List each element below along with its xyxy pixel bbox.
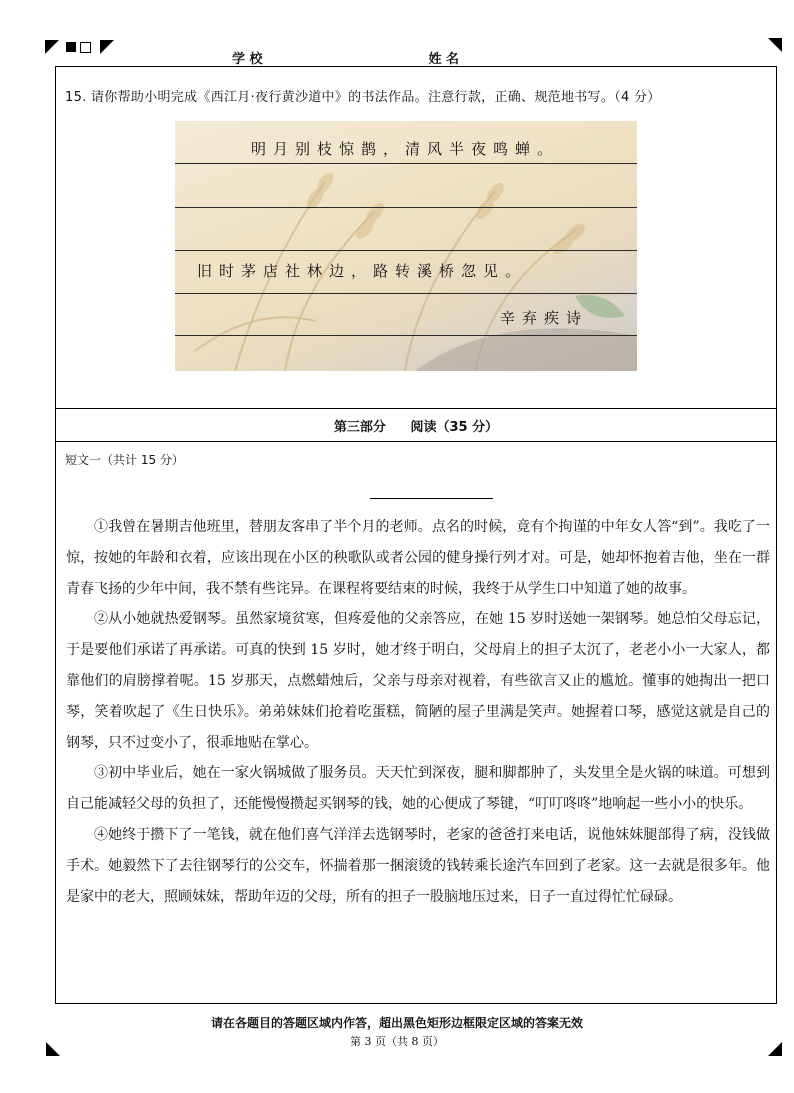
- header-fields: [232, 48, 603, 67]
- passage-title-blank[interactable]: [370, 498, 493, 499]
- school-label: 学 校: [232, 52, 263, 67]
- poem-line-1: 明月别枝惊鹊，清风半夜鸣蝉。: [251, 140, 560, 158]
- paragraph-1: ①我曾在暑期吉他班里，替朋友客串了半个月的老师。点名的时候，竟有个拘谨的中年女人答“到”。我吃了一惊，按她的年龄和衣着，应该出现在小区的秧歌队或者公园的健身操行列才对。可是，她却怀抱着吉他，坐在一群青春飞扬的少年中间，我不禁有些诧异。在课程将要结束的时候，我终于从学生口中知道了她的故事。: [66, 519, 770, 597]
- answer-area-notice: 请在各题目的答题区域内作答，超出黑色矩形边框限定区域的答案无效: [210, 1016, 583, 1030]
- writing-line-1: [175, 163, 637, 164]
- paragraph-3: ③初中毕业后，她在一家火锅城做了服务员。天天忙到深夜，腿和脚都肿了，头发里全是火锅的味道。可想到自己能减轻父母的负担了，还能慢慢攒起买钢琴的钱，她的心便成了琴键，“叮叮咚咚”地响起一些小小的快乐。: [66, 765, 770, 813]
- section-part: 第三部分: [333, 420, 386, 435]
- passage-body: [66, 512, 770, 912]
- corner-mark-top-left: [45, 40, 59, 54]
- school-field[interactable]: [271, 52, 421, 67]
- name-label: 姓 名: [428, 52, 460, 67]
- paragraph-4: ④她终于攒下了一笔钱，就在他们喜气洋洋去选钢琴时，老家的爸爸打来电话，说他妹妹腿部得了病，没钱做手术。她毅然下了去往钢琴行的公交车，怀揣着那一捆滚烫的钱转乘长途汽车回到了老家。这一去就是很多年。他是家中的老大，照顾妹妹，帮助年迈的父母，所有的担子一股脑地压过来，日子一直过得忙忙碌碌。: [66, 826, 770, 905]
- question-15-text: 15. 请你帮助小明完成《西江月·夜行黄沙道中》的书法作品。注意行款，正确、规范地书写。（4 分）: [65, 90, 661, 105]
- corner-mark-top-right: [768, 38, 782, 52]
- filled-square-mark: [66, 42, 76, 52]
- writing-line-3: [175, 250, 637, 251]
- section-name: 阅读（35 分）: [410, 420, 499, 435]
- empty-square-mark: [80, 42, 91, 53]
- poem-line-2: 旧时茅店社林边，路转溪桥忽见。: [197, 262, 528, 280]
- writing-line-5: [175, 335, 637, 336]
- poem-author: 辛弃疾诗: [500, 309, 589, 327]
- calligraphy-panel: [175, 121, 637, 371]
- section-divider-bottom: [55, 441, 777, 442]
- writing-line-4: [175, 293, 637, 294]
- writing-line-2: [175, 207, 637, 208]
- name-field[interactable]: [467, 52, 595, 67]
- section-divider-top: [55, 408, 777, 409]
- corner-mark-top-left-2: [100, 40, 114, 54]
- paragraph-2: ②从小她就热爱钢琴。虽然家境贫寒，但疼爱他的父亲答应，在她 15 岁时送她一架钢琴。她总怕父母忘记，于是要他们承诺了再承诺。可真的快到 15 岁时，她才终于明白，父母肩上的担子太沉了，老老小小一大家人，都靠他们的肩膀撑着呢。15 岁那天，点燃蜡烛后，父亲与母亲对视着，有些欲言又止的尴尬。懂事的她掏出一把口琴，笑着吹起了《生日快乐》。弟弟妹妹们抢着吃蛋糕，简陋的屋子里满是笑声。她握着口琴，感觉这就是自己的钢琴，只不过变小了，很乖地贴在掌心。: [66, 611, 770, 751]
- page-number: 第 3 页（共 8 页）: [350, 1035, 444, 1048]
- section-heading: [55, 416, 777, 435]
- passage-label: 短文一（共计 15 分）: [65, 453, 184, 467]
